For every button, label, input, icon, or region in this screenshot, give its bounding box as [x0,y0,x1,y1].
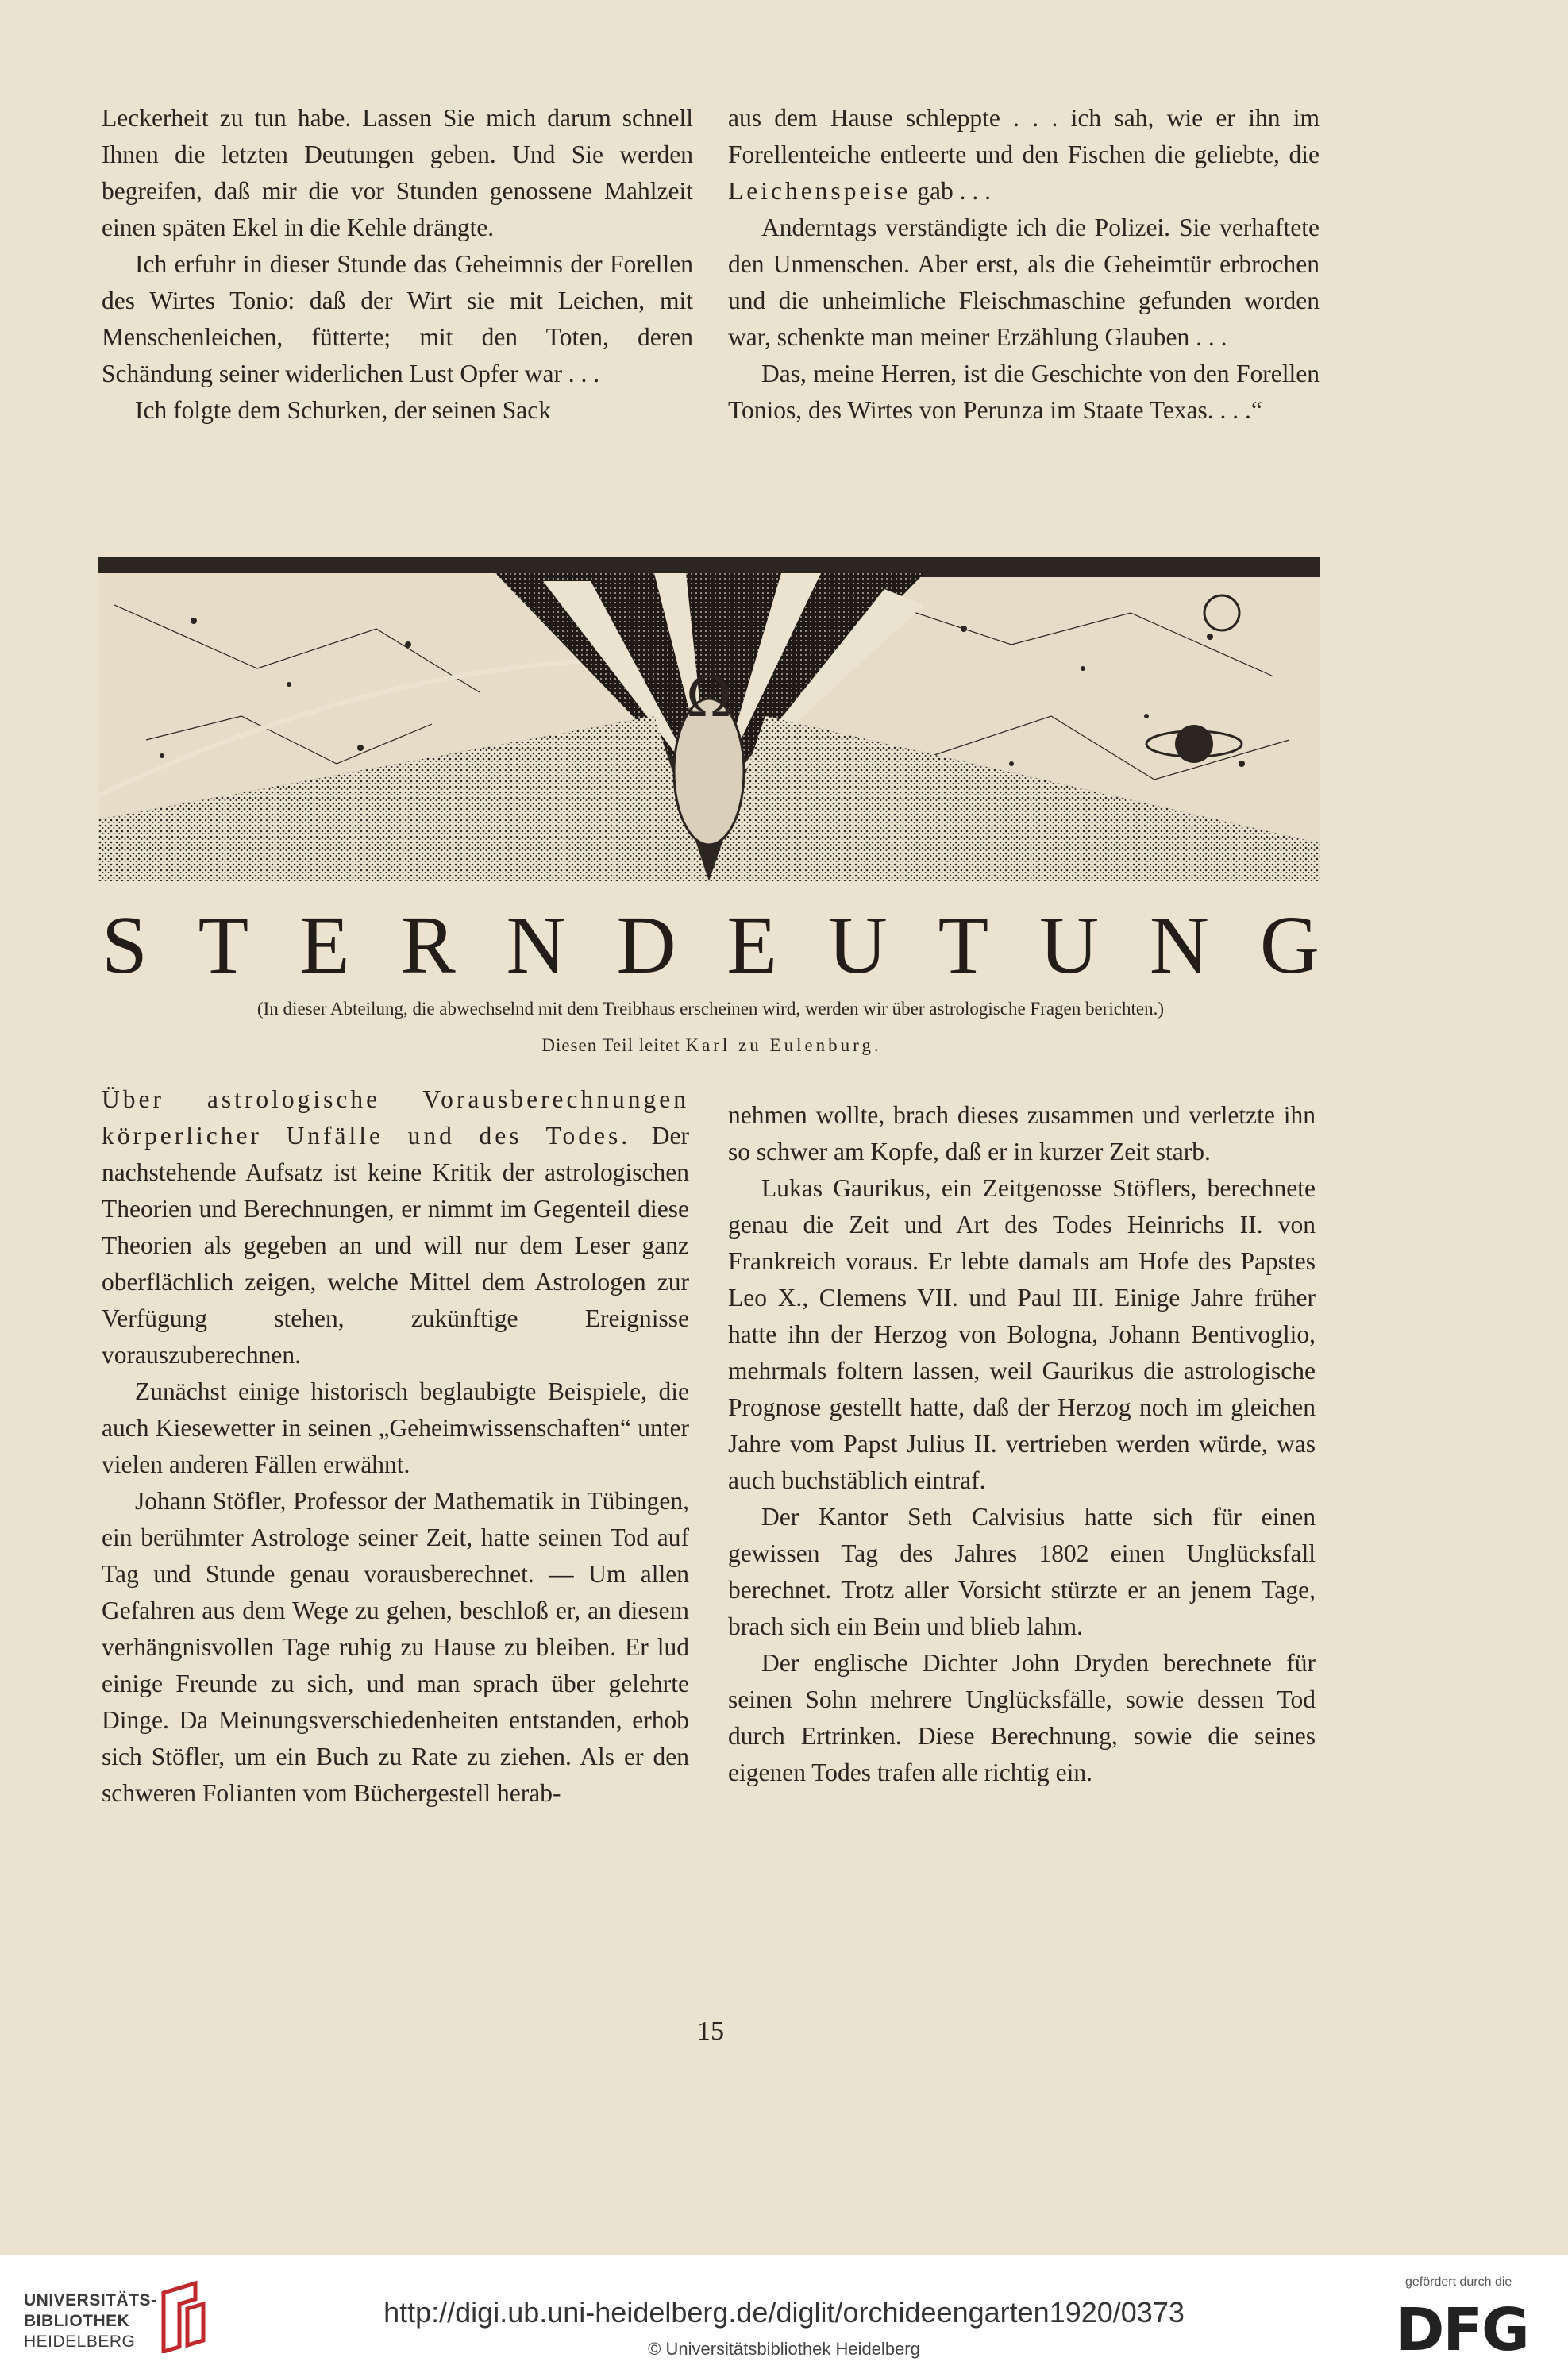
paragraph [728,100,1320,210]
body-right-column [728,1097,1316,1791]
text-run: aus dem Hause schleppte . . . ich sah, wie er ihn im Forellenteiche entleerte und den Fischen die geliebte, die [728,104,1320,168]
editor-name: Karl zu Eulenburg [685,1035,874,1055]
paragraph: Das, meine Herren, ist die Geschichte von den Forellen Tonios, des Wirtes von Perunza im Staate Texas. . . .“ [728,360,1320,424]
title-letter: U [827,900,888,991]
paragraph: Anderntags verständigte ich die Polizei. Sie verhaftete den Unmenschen. Aber erst, als die Geheimtür erbrochen und die unheimliche Fleischmaschine gefunden worden war, schenkte man meiner Erzählung Glauben . . . [728,214,1320,351]
text-run: Der nachstehende Aufsatz ist keine Kritik der astrologischen Theorien und Berechnungen, er nimmt im Gegenteil diese Theorien als gegeben an und will nur dem Leser ganz oberflächlich zeigen, welche Mittel dem Astrologen zur Verfügung stehen, zukünftige Ereignisse vorauszuberechnen. [102,1122,689,1369]
paragraph: Der englische Dichter John Dryden berechnete für seinen Sohn mehrere Unglücksfälle, sowie dessen Tod durch Ertrinken. Diese Berechnung, sowie die seines eigenen Todes trafen alle richtig ein. [728,1649,1316,1786]
paragraph: Lukas Gaurikus, ein Zeitgenosse Stöflers, berechnete genau die Zeit und Art des Todes Heinrichs II. von Frankreich voraus. Er lebte damals am Hofe des Papstes Leo X., Clemens VII. und Paul III. Einige Jahre früher hatte ihn der Herzog von Bologna, Johann Bentivoglio, mehrmals foltern lassen, weil Gaurikus die astrologische Prognose gestellt hatte, daß der Herzog noch im gleichen Jahre vom Papst Julius II. vertrieben werden würde, was auch buchstäblich eintraf. [728,1174,1316,1494]
paragraph: Ich folgte dem Schurken, der seinen Sack [135,396,551,424]
paragraph [102,1081,689,1373]
section-editor [102,1034,1320,1057]
spaced-text: Leichenspeise [728,177,911,205]
paragraph: Ich erfuhr in dieser Stunde das Geheimnis der Forellen des Wirtes Tonio: daß der Wirt sie mit Leichen, mit Menschenleichen, fütterte; mit den Toten, deren Schändung seiner widerlichen Lust Opfer war . . . [102,250,693,387]
title-letter: U [1038,900,1100,991]
footer-bar [0,2255,1568,2373]
saturn-planet [1175,725,1213,763]
title-letter: G [1259,900,1320,991]
text-run: gab . . . [911,177,992,205]
top-right-column [728,100,1320,429]
artist-signature: Merkur [127,560,176,575]
title-letter: E [726,900,777,991]
permalink-url[interactable]: http://digi.ub.uni-heidelberg.de/diglit/orchideengarten1920/0373 [383,2296,1185,2329]
editor-prefix: Diesen Teil leitet [541,1035,686,1055]
page-number: 15 [697,2017,724,2046]
dfg-logo: DFG [1396,2296,1528,2364]
paragraph: Johann Stöfler, Professor der Mathematik in Tübingen, ein berühmter Astrologe seiner Zeit, hatte seinen Tod auf Tag und Stunde genau vorausberechnet. — Um allen Gefahren aus dem Wege zu gehen, beschloß er, an diesem verhängnisvollen Tage ruhig zu Hause zu bleiben. Er lud einige Freunde zu sich, und man sprach über gelehrte Dinge. Da Meinungsverschiedenheiten entstanden, erhob sich Stöfler, um ein Buch zu Rate zu ziehen. Als er den schweren Folianten vom Büchergestell herab- [102,1487,689,1807]
library-name-line3: HEIDELBERG [24,2333,136,2351]
title-letter: N [1149,900,1210,991]
paragraph: Zunächst einige historisch beglaubigte Beispiele, die auch Kiesewetter in seinen „Geheimwissenschaften“ unter vielen anderen Fällen erwähnt. [102,1377,689,1478]
section-note: (In dieser Abteilung, die abwechselnd mit dem Treibhaus erscheinen wird, werden wir über astrologische Fragen berichten.) [256,999,1164,1019]
paragraph: Leckerheit zu tun habe. Lassen Sie mich darum schnell Ihnen die letzten Deutungen geben. Und Sie werden begreifen, daß mir die vor Stunden genossene Mahlzeit einen späten Ekel in die Kehle drängte. [102,104,693,241]
title-letter: N [506,900,566,991]
top-left-column [102,100,693,429]
title-letter: E [299,900,350,991]
section-title [102,902,1320,989]
body-left-column [102,1081,689,1812]
editor-suffix: . [873,1035,880,1055]
title-letter: T [938,900,989,991]
title-letter: D [616,900,676,991]
copyright-notice: © Universitätsbibliothek Heidelberg [648,2339,920,2359]
funder-label: gefördert durch die [1405,2275,1512,2289]
title-letter: T [198,900,249,991]
small-skull [1204,595,1239,630]
article-heading: Über astrologische Vorausberechnungen körperlicher Unfälle und des Todes. [102,1085,689,1150]
astrology-illustration [98,557,1320,881]
paragraph: Der Kantor Seth Calvisius hatte sich für einen gewissen Tag des Jahres 1802 einen Unglücksfall berechnet. Trotz aller Vorsicht stürzte er an jenem Tage, brach sich ein Bein und blieb lahm. [728,1503,1316,1640]
title-letter: S [102,900,148,991]
library-name-line2: BIBLIOTHEK [24,2312,130,2330]
paragraph: nehmen wollte, brach dieses zusammen und verletzte ihn so schwer am Kopfe, daß er in kurzer Zeit starb. [728,1101,1316,1165]
title-letter: R [400,900,456,991]
library-name-line1: UNIVERSITÄTS- [24,2291,157,2309]
omega-symbol: Ω [685,665,733,730]
